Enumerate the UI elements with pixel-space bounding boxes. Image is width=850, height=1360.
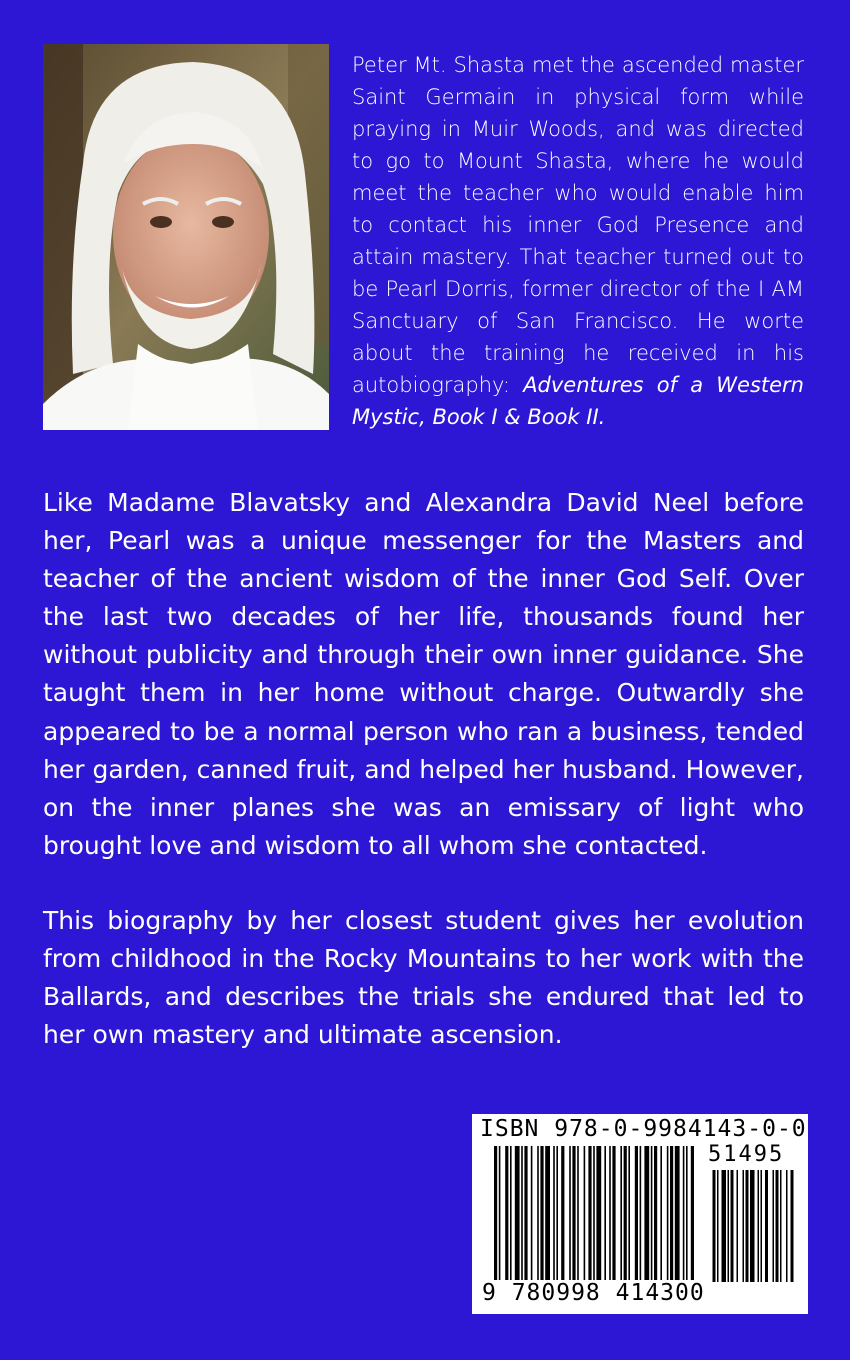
author-portrait-image	[43, 44, 329, 430]
isbn-label: ISBN 978-0-9984143-0-0	[480, 1116, 807, 1142]
author-photo	[43, 44, 329, 430]
description-paragraph-2: This biography by her closest student gives her evolution from childhood in the Rocky Mountains to her work with the Ballards, and describes the trials she endured that led to her own mastery and ultimate ascension.	[43, 906, 804, 1050]
description-paragraph-1: Like Madame Blavatsky and Alexandra David Neel before her, Pearl was a unique messenger for the Masters and teacher of the ancient wisdom of the inner God Self. Over the last two decades of her life, thousands found her without publicity and through their own inner guidance. She taught them in her home without charge. Outwardly she appeared to be a normal person who ran a business, tended her garden, canned fruit, and helped her husband. However, on the inner planes she was an emissary of light who brought love and wisdom to all whom she contacted.	[43, 488, 804, 860]
author-bio	[352, 49, 804, 433]
ean-digits: 9 780998 414300	[482, 1280, 705, 1306]
author-bio-text: Peter Mt. Shasta met the ascended master Saint Germain in physical form while praying in Muir Woods, and was directed to go to Mount Shasta, where he would meet the teacher who would enable him to contact his inner God Presence and attain mastery. That teacher turned out to be Pearl Dorris, former director of the I AM Sanctuary of San Francisco. He worte about the training he received in his autobiography:	[352, 53, 804, 397]
price-code: 51495	[708, 1142, 785, 1167]
isbn-barcode	[472, 1114, 808, 1314]
autobiography-title: Adventures of a Western Mystic, Book I & Book II.	[352, 373, 804, 429]
